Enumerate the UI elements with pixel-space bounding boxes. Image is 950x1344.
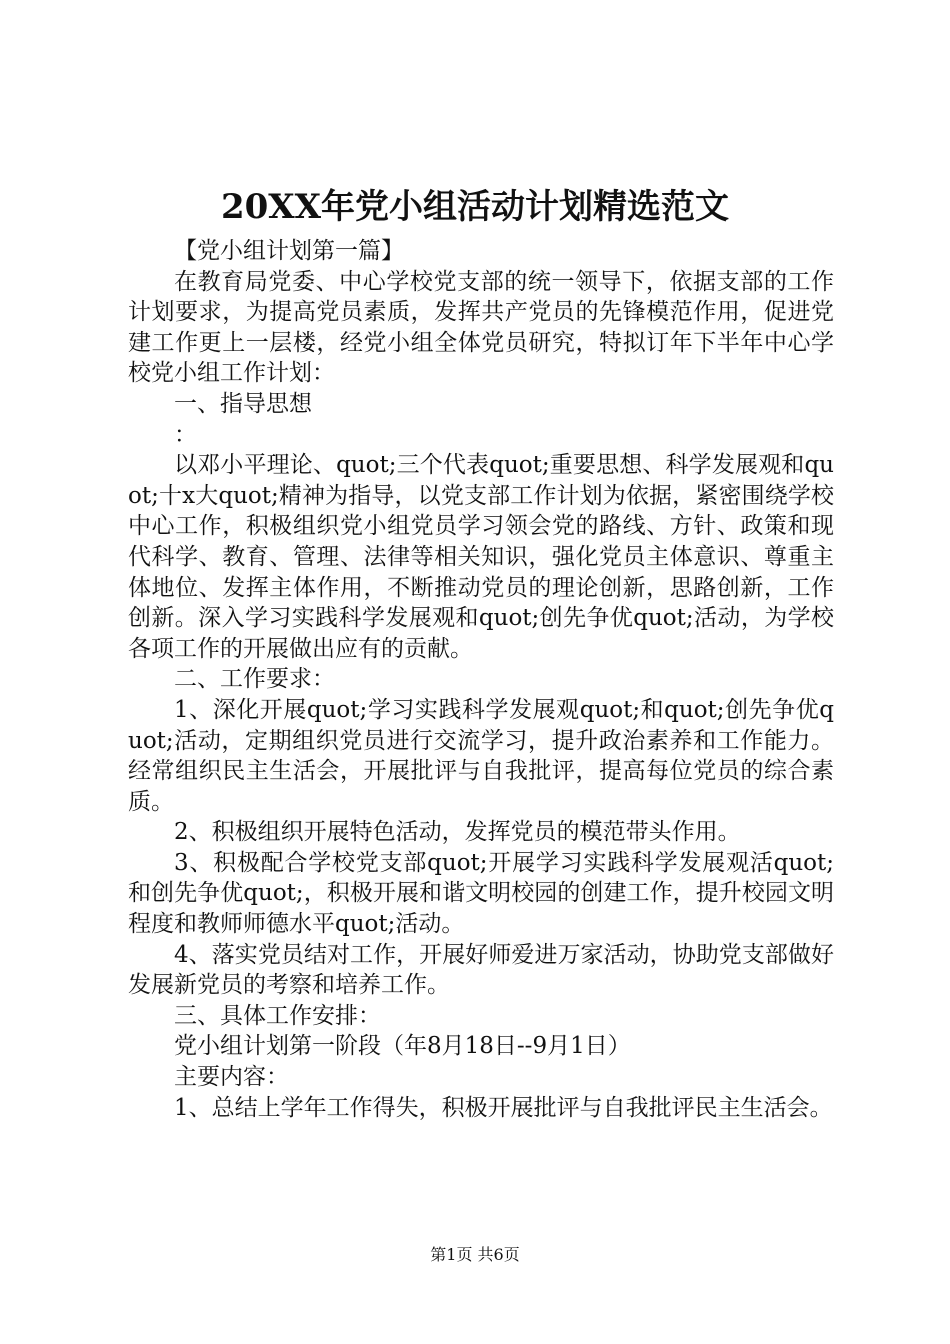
document-body — [128, 236, 834, 1123]
heading-guiding-ideology: 一、指导思想 — [174, 390, 312, 417]
main-content-label: 主要内容： — [174, 1064, 289, 1091]
requirement-item-1: 1、深化开展quot;学习实践科学发展观quot;和quot;创先争优quot;活动，定期组织党员进行交流学习，提升政治素养和工作能力。经常组织民主生活会，开展批评与自我批评，提高每位党员的综合素质。 — [128, 696, 834, 815]
section-heading-part-one: 【党小组计划第一篇】 — [174, 238, 404, 264]
colon-line: ： — [174, 421, 197, 448]
requirement-item-2: 2、积极组织开展特色活动，发挥党员的模范带头作用。 — [174, 819, 741, 846]
content-item-1: 1、总结上学年工作得失，积极开展批评与自我批评民主生活会。 — [174, 1094, 833, 1121]
heading-work-arrangement: 三、具体工作安排： — [174, 1002, 381, 1029]
requirement-item-4: 4、落实党员结对工作，开展好师爱进万家活动，协助党支部做好发展新党员的考察和培养工作。 — [128, 941, 834, 999]
phase-one-heading: 党小组计划第一阶段（年8月18日--9月1日） — [174, 1033, 631, 1060]
guiding-ideology-paragraph: 以邓小平理论、quot;三个代表quot;重要思想、科学发展观和quot;十x大quot;精神为指导，以党支部工作计划为依据，紧密围绕学校中心工作，积极组织党小组党员学习领会党的路线、方针、政策和现代科学、教育、管理、法律等相关知识，强化党员主体意识、尊重主体地位、发挥主体作用，不断推动党员的理论创新，思路创新，工作创新。深入学习实践科学发展观和quot;创先争优quot;活动，为学校各项工作的开展做出应有的贡献。 — [128, 452, 834, 662]
requirement-item-3: 3、积极配合学校党支部quot;开展学习实践科学发展观活quot;和创先争优quot;，积极开展和谐文明校园的创建工作，提升校园文明程度和教师师德水平quot;活动。 — [128, 849, 834, 938]
page-footer: 第1页 共6页 — [430, 1245, 520, 1264]
heading-work-requirements: 二、工作要求： — [174, 666, 335, 693]
intro-paragraph: 在教育局党委、中心学校党支部的统一领导下，依据支部的工作计划要求，为提高党员素质，发挥共产党员的先锋模范作用，促进党建工作更上一层楼，经党小组全体党员研究，特拟订年下半年中心学校党小组工作计划： — [128, 268, 834, 387]
document-title: 20XX年党小组活动计划精选范文 — [220, 187, 730, 227]
